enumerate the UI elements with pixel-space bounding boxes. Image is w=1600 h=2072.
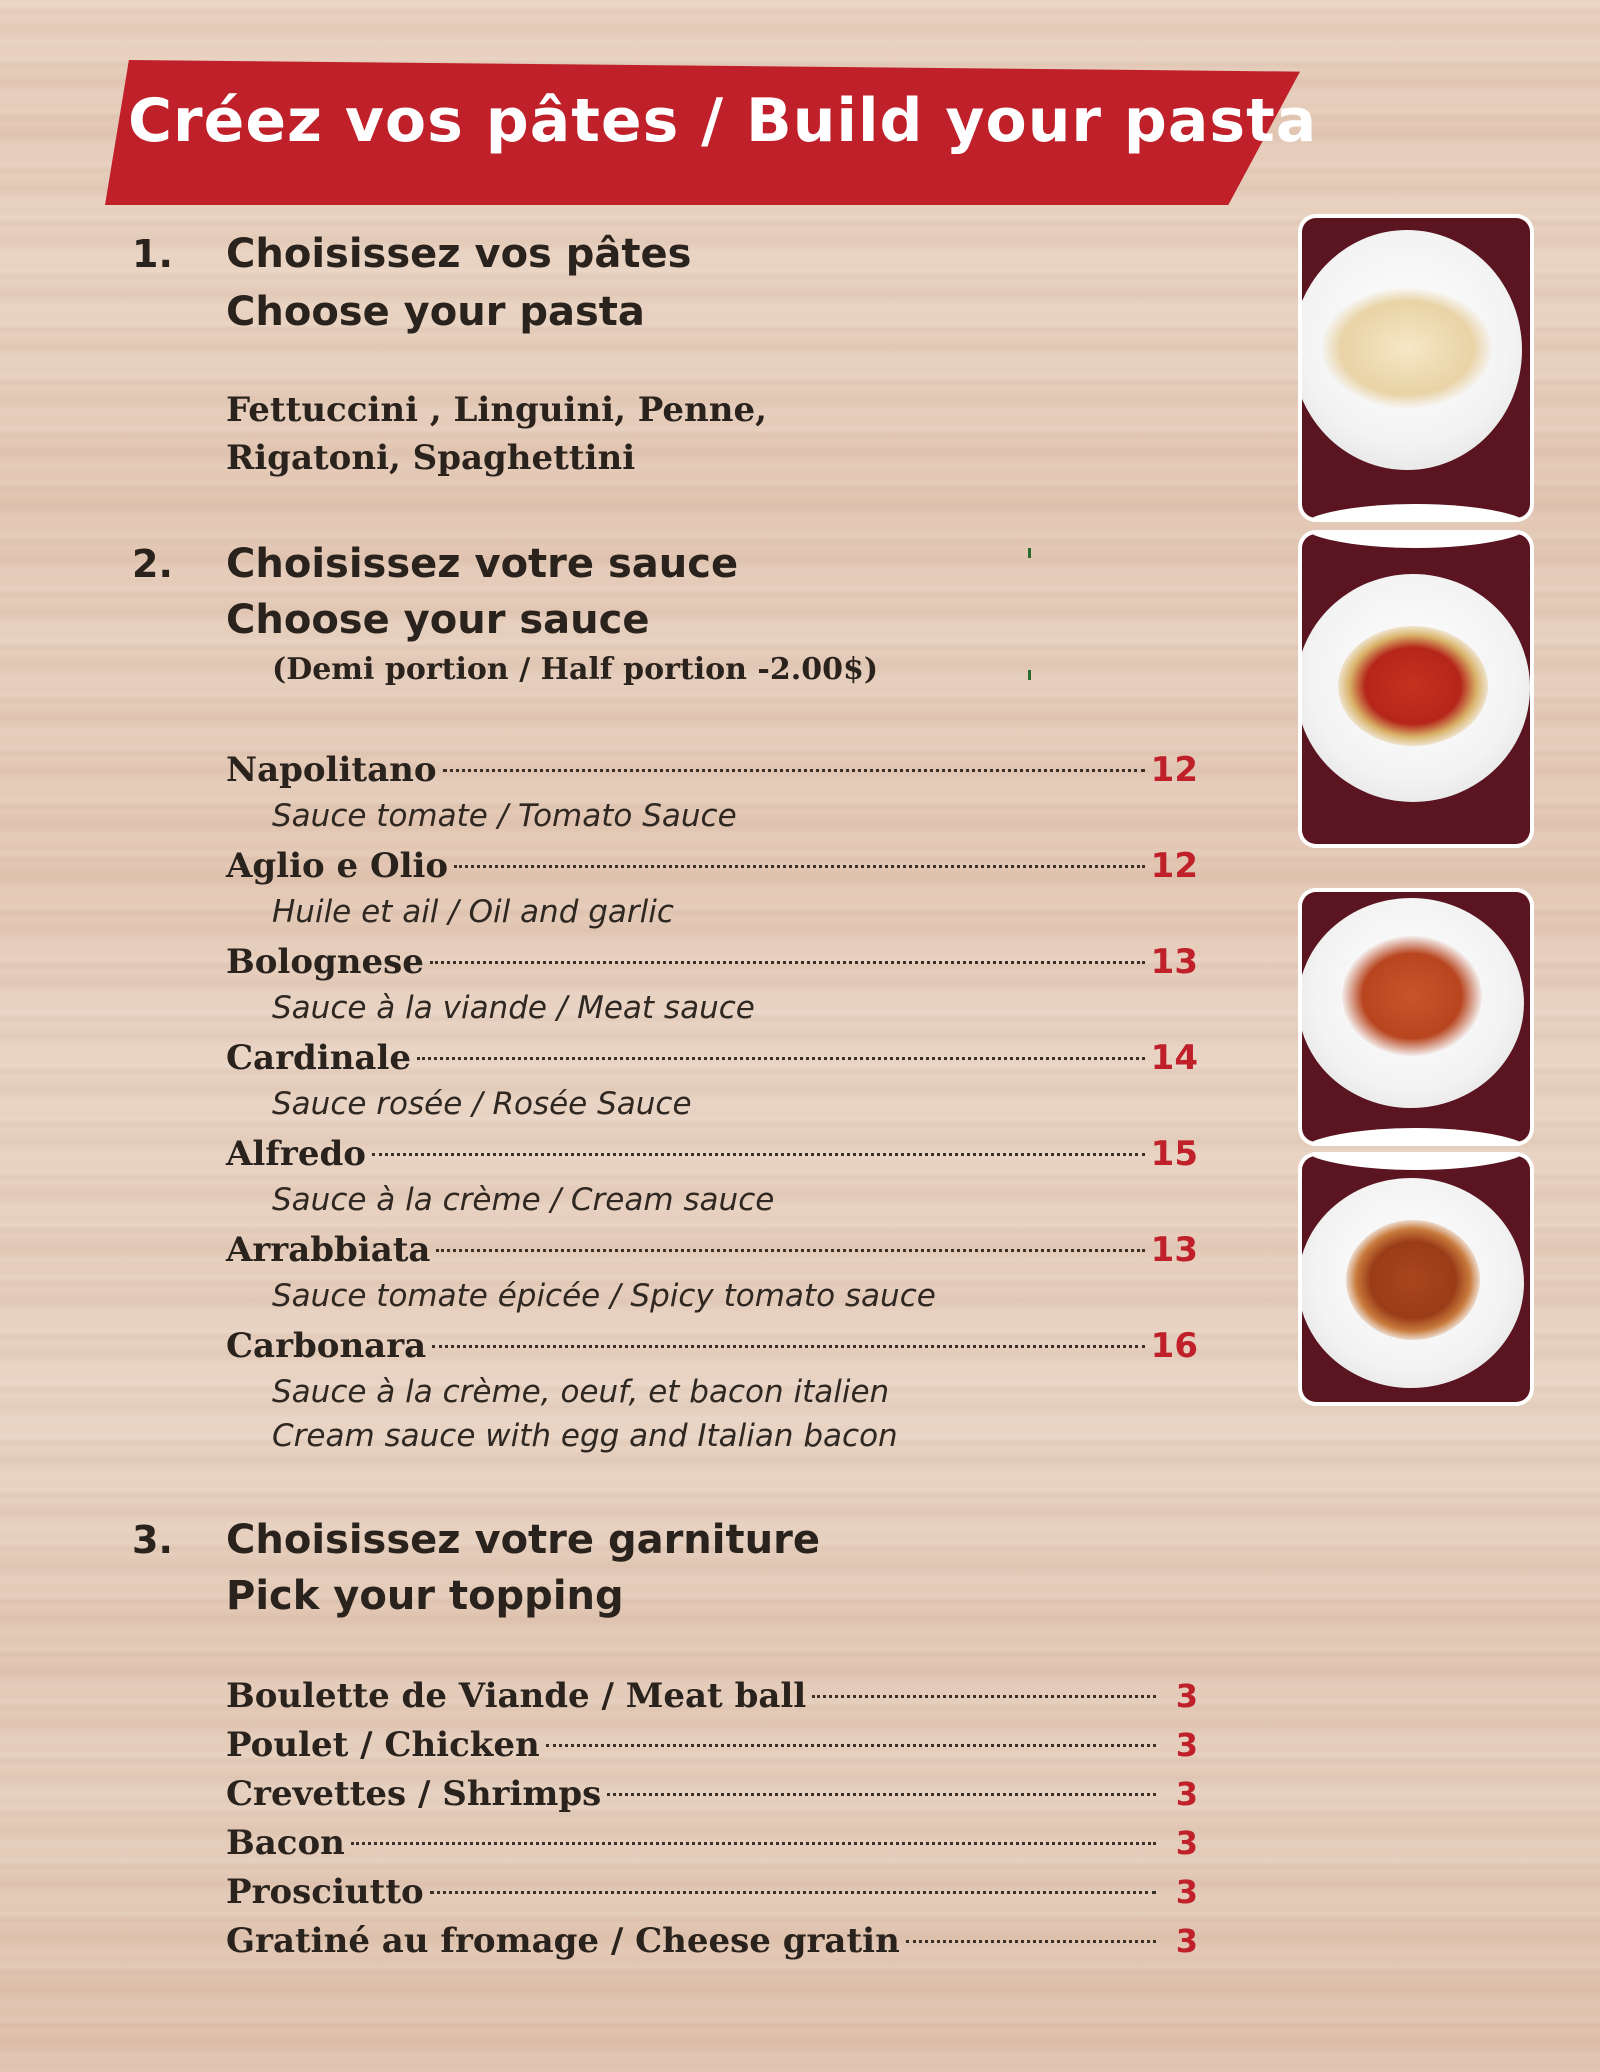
sauce-description: Sauce à la crème, oeuf, et bacon italien bbox=[272, 1374, 890, 1410]
dish-photo-meatball bbox=[1298, 1152, 1534, 1406]
sauce-price: 13 bbox=[1150, 1230, 1198, 1270]
dish-photo-napolitano bbox=[1298, 530, 1534, 848]
topping-price: 3 bbox=[1175, 1922, 1198, 1960]
topping-name: Bacon bbox=[226, 1823, 345, 1863]
dot-leader bbox=[454, 865, 1145, 868]
dot-leader bbox=[432, 1345, 1145, 1348]
dot-leader bbox=[812, 1695, 1156, 1698]
section-2-title-fr: Choisissez votre sauce bbox=[226, 541, 739, 587]
topping-item bbox=[226, 1721, 1198, 1770]
decorative-mark bbox=[1028, 548, 1031, 558]
topping-price: 3 bbox=[1175, 1873, 1198, 1911]
sauce-list bbox=[226, 746, 1198, 1462]
pasta-options-line-2: Rigatoni, Spaghettini bbox=[226, 438, 636, 478]
pasta-options bbox=[226, 386, 767, 482]
section-2-title-en: Choose your sauce bbox=[226, 597, 650, 643]
dot-leader bbox=[430, 1891, 1156, 1894]
sauce-description: Sauce tomate / Tomato Sauce bbox=[272, 798, 737, 834]
topping-list bbox=[226, 1672, 1198, 1966]
section-1-title-en: Choose your pasta bbox=[226, 289, 645, 335]
sauce-name: Arrabbiata bbox=[226, 1230, 431, 1270]
dot-leader bbox=[546, 1744, 1156, 1747]
sauce-name: Bolognese bbox=[226, 942, 424, 982]
decorative-mark bbox=[1028, 670, 1031, 680]
section-3-number: 3. bbox=[132, 1518, 173, 1562]
topping-price: 3 bbox=[1175, 1824, 1198, 1862]
sauce-name: Alfredo bbox=[226, 1134, 366, 1174]
sauce-name: Aglio e Olio bbox=[226, 846, 449, 886]
topping-name: Prosciutto bbox=[226, 1872, 424, 1912]
topping-price: 3 bbox=[1175, 1726, 1198, 1764]
sauce-item-napolitano bbox=[226, 746, 1198, 842]
sauce-description-2: Cream sauce with egg and Italian bacon bbox=[272, 1418, 898, 1454]
sauce-name: Carbonara bbox=[226, 1326, 427, 1366]
dot-leader bbox=[430, 961, 1145, 964]
topping-name: Gratiné au fromage / Cheese gratin bbox=[226, 1921, 900, 1961]
section-1-title-fr: Choisissez vos pâtes bbox=[226, 231, 692, 277]
dish-photo-fettuccini bbox=[1298, 214, 1534, 522]
topping-item bbox=[226, 1917, 1198, 1966]
sauce-price: 12 bbox=[1150, 750, 1198, 790]
sauce-description: Huile et ail / Oil and garlic bbox=[272, 894, 674, 930]
dot-leader bbox=[443, 769, 1145, 772]
topping-price: 3 bbox=[1175, 1677, 1198, 1715]
topping-item bbox=[226, 1672, 1198, 1721]
sauce-description: Sauce à la viande / Meat sauce bbox=[272, 990, 755, 1026]
sauce-name: Cardinale bbox=[226, 1038, 411, 1078]
sauce-item-cardinale bbox=[226, 1034, 1198, 1130]
sauce-price: 14 bbox=[1150, 1038, 1198, 1078]
dot-leader bbox=[436, 1249, 1144, 1252]
half-portion-note: (Demi portion / Half portion -2.00$) bbox=[272, 652, 879, 687]
sauce-price: 15 bbox=[1150, 1134, 1198, 1174]
sauce-price: 13 bbox=[1150, 942, 1198, 982]
topping-price: 3 bbox=[1175, 1775, 1198, 1813]
sauce-description: Sauce à la crème / Cream sauce bbox=[272, 1182, 775, 1218]
sauce-item-alfredo bbox=[226, 1130, 1198, 1226]
sauce-name: Napolitano bbox=[226, 750, 437, 790]
section-3-title-fr: Choisissez votre garniture bbox=[226, 1517, 820, 1563]
sauce-item-carbonara bbox=[226, 1322, 1198, 1462]
sauce-item-aglio-e-olio bbox=[226, 842, 1198, 938]
pasta-options-line-1: Fettuccini , Linguini, Penne, bbox=[226, 390, 767, 430]
dot-leader bbox=[351, 1842, 1156, 1845]
sauce-item-bolognese bbox=[226, 938, 1198, 1034]
section-2-number: 2. bbox=[132, 542, 173, 586]
topping-name: Poulet / Chicken bbox=[226, 1725, 540, 1765]
sauce-description: Sauce tomate épicée / Spicy tomato sauce bbox=[272, 1278, 936, 1314]
topping-name: Crevettes / Shrimps bbox=[226, 1774, 602, 1814]
dot-leader bbox=[906, 1940, 1156, 1943]
page-title: Créez vos pâtes / Build your pasta bbox=[128, 86, 1318, 156]
topping-item bbox=[226, 1770, 1198, 1819]
dot-leader bbox=[372, 1153, 1145, 1156]
dish-photo-shrimp bbox=[1298, 888, 1534, 1146]
section-3-title-en: Pick your topping bbox=[226, 1573, 624, 1619]
topping-item bbox=[226, 1868, 1198, 1917]
topping-item bbox=[226, 1819, 1198, 1868]
dot-leader bbox=[417, 1057, 1145, 1060]
dot-leader bbox=[607, 1793, 1156, 1796]
topping-name: Boulette de Viande / Meat ball bbox=[226, 1676, 807, 1716]
sauce-price: 16 bbox=[1150, 1326, 1198, 1366]
sauce-price: 12 bbox=[1150, 846, 1198, 886]
section-1-number: 1. bbox=[132, 232, 173, 276]
sauce-description: Sauce rosée / Rosée Sauce bbox=[272, 1086, 692, 1122]
sauce-item-arrabbiata bbox=[226, 1226, 1198, 1322]
